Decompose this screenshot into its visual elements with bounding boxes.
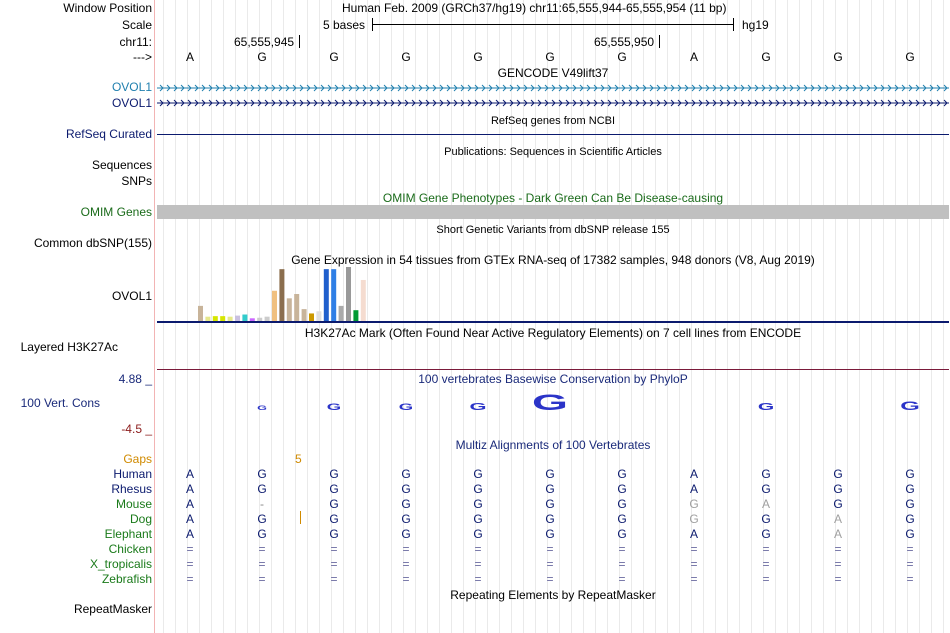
- coord-label-1: 65,555,945: [234, 35, 295, 49]
- alignment-base: =: [258, 572, 266, 586]
- alignment-base: A: [761, 497, 770, 511]
- label-layered-h3k27ac[interactable]: Layered H3K27Ac: [20, 340, 118, 354]
- alignment-base: =: [330, 572, 338, 586]
- alignment-base: G: [401, 482, 411, 496]
- gtex-bar[interactable]: [309, 313, 314, 321]
- scale-text: 5 bases: [323, 18, 366, 32]
- gtex-title[interactable]: Gene Expression in 54 tissues from GTEx RNA-seq of 17382 samples, 948 donors (V8, Aug 2019): [291, 253, 815, 267]
- alignment-base: G: [617, 497, 627, 511]
- label-common-dbsnp[interactable]: Common dbSNP(155): [33, 236, 152, 250]
- phylop-title[interactable]: 100 vertebrates Basewise Conservation by PhyloP: [418, 372, 688, 386]
- gtex-bar[interactable]: [361, 280, 366, 321]
- alignment-base: G: [833, 467, 843, 481]
- alignment-base: G: [257, 512, 267, 526]
- label-gaps: Gaps: [123, 452, 152, 466]
- species-label[interactable]: Dog: [129, 512, 152, 526]
- label-strand-arrow: --->: [133, 50, 152, 64]
- label-gtex-ovol1[interactable]: OVOL1: [111, 289, 152, 303]
- alignment-base: G: [545, 482, 555, 496]
- alignment-base: A: [689, 527, 698, 541]
- alignment-base: =: [906, 542, 914, 556]
- alignment-base: G: [689, 512, 699, 526]
- alignment-base: =: [474, 557, 482, 571]
- phylop-glyph: G: [757, 401, 775, 413]
- alignment-base: G: [833, 482, 843, 496]
- label-ovol1-gencode-1[interactable]: OVOL1: [111, 80, 152, 94]
- alignment-base: G: [761, 512, 771, 526]
- gtex-bar[interactable]: [198, 306, 203, 321]
- alignment-base: G: [689, 497, 699, 511]
- alignment-base: G: [329, 512, 339, 526]
- phylop-glyph: G: [326, 402, 342, 413]
- gtex-bar[interactable]: [302, 309, 307, 321]
- phylop-logo[interactable]: [157, 388, 949, 418]
- alignment-base: =: [690, 557, 698, 571]
- alignment-base: A: [689, 467, 698, 481]
- label-divider: [154, 0, 155, 633]
- base-letter: G: [833, 50, 843, 64]
- species-label[interactable]: Rhesus: [111, 482, 152, 496]
- label-omim-genes[interactable]: OMIM Genes: [80, 205, 152, 219]
- alignment-base: G: [545, 512, 555, 526]
- label-repeatmasker[interactable]: RepeatMasker: [73, 602, 152, 616]
- alignment-base: G: [905, 512, 915, 526]
- label-sequences[interactable]: Sequences: [91, 158, 152, 172]
- alignment-base: G: [545, 497, 555, 511]
- phylop-glyph: G: [398, 402, 414, 413]
- alignment-base: A: [185, 512, 194, 526]
- species-label[interactable]: Zebrafish: [101, 572, 152, 586]
- alignment-base: G: [257, 482, 267, 496]
- alignment-base: =: [258, 542, 266, 556]
- alignment-base: A: [833, 512, 842, 526]
- label-refseq-curated[interactable]: RefSeq Curated: [65, 127, 152, 141]
- gtex-bar[interactable]: [353, 310, 358, 321]
- alignment-base: G: [617, 512, 627, 526]
- gtex-bar[interactable]: [272, 291, 277, 321]
- alignment-base: A: [689, 482, 698, 496]
- alignment-base: =: [906, 572, 914, 586]
- alignment-base: G: [545, 467, 555, 481]
- alignment-base: =: [618, 572, 626, 586]
- alignment-base: -: [260, 497, 264, 511]
- label-100-vert-cons[interactable]: 100 Vert. Cons: [20, 396, 100, 410]
- alignment-base: =: [402, 557, 410, 571]
- coord-label-2: 65,555,950: [594, 35, 655, 49]
- alignment-base: =: [690, 572, 698, 586]
- alignment-base: =: [258, 557, 266, 571]
- scale-bar: [372, 24, 733, 25]
- window-position-text: Human Feb. 2009 (GRCh37/hg19) chr11:65,555,944-65,555,954 (11 bp): [342, 1, 727, 15]
- species-label[interactable]: Human: [113, 467, 152, 481]
- alignment-base: G: [401, 527, 411, 541]
- alignment-base: =: [330, 557, 338, 571]
- refseq-gene-line[interactable]: [157, 134, 949, 135]
- species-label[interactable]: Elephant: [104, 527, 152, 541]
- alignment-base: G: [905, 482, 915, 496]
- alignment-base: G: [401, 497, 411, 511]
- alignment-base: G: [905, 527, 915, 541]
- gap-count: 5: [295, 452, 302, 466]
- gtex-bar[interactable]: [324, 269, 329, 321]
- phylop-glyph: G: [532, 389, 568, 415]
- alignment-base: G: [401, 467, 411, 481]
- alignment-base: G: [545, 527, 555, 541]
- label-window-position: Window Position: [63, 1, 152, 15]
- alignment-base: =: [546, 572, 554, 586]
- species-label[interactable]: X_tropicalis: [89, 557, 152, 571]
- alignment-base: =: [762, 557, 770, 571]
- alignment-base: A: [185, 527, 194, 541]
- base-letter: G: [401, 50, 411, 64]
- alignment-base: =: [402, 572, 410, 586]
- gtex-bar[interactable]: [316, 311, 321, 321]
- alignment-base: =: [186, 572, 194, 586]
- alignment-base: G: [329, 467, 339, 481]
- alignment-base: =: [474, 572, 482, 586]
- alignment-base: =: [330, 542, 338, 556]
- alignment-base: A: [833, 527, 842, 541]
- assembly-label: hg19: [742, 18, 769, 32]
- label-chrom: chr11:: [119, 35, 152, 49]
- h3k27ac-signal-line[interactable]: [157, 369, 949, 370]
- alignment-base: G: [473, 482, 483, 496]
- alignment-base: G: [833, 497, 843, 511]
- alignment-base: =: [834, 557, 842, 571]
- alignment-base: =: [186, 557, 194, 571]
- gencode-title[interactable]: GENCODE V49lift37: [497, 66, 609, 80]
- dbsnp-title[interactable]: Short Genetic Variants from dbSNP release 155: [436, 224, 670, 236]
- base-letter: G: [545, 50, 555, 64]
- alignment-base: =: [834, 572, 842, 586]
- alignment-base: =: [474, 542, 482, 556]
- phylop-glyph: G: [257, 405, 267, 412]
- repeatmasker-title[interactable]: Repeating Elements by RepeatMasker: [450, 588, 656, 602]
- species-label[interactable]: Mouse: [115, 497, 152, 511]
- alignment-base: G: [401, 512, 411, 526]
- base-letter: G: [257, 50, 267, 64]
- alignment-base: G: [473, 512, 483, 526]
- scale-bar-right-tick: [733, 18, 734, 31]
- species-label[interactable]: Chicken: [108, 542, 152, 556]
- label-scale: Scale: [121, 18, 152, 32]
- alignment-base: G: [473, 497, 483, 511]
- gtex-bar[interactable]: [346, 267, 351, 321]
- alignment-base: G: [257, 467, 267, 481]
- alignment-base: =: [618, 542, 626, 556]
- gtex-bar-chart[interactable]: [157, 266, 949, 324]
- omim-gene-bar[interactable]: [157, 205, 949, 219]
- alignment-base: =: [906, 557, 914, 571]
- label-cons-min: -4.5 _: [121, 422, 152, 436]
- gtex-bar[interactable]: [339, 306, 344, 321]
- alignment-base: G: [473, 467, 483, 481]
- alignment-base: G: [617, 527, 627, 541]
- gencode-ovol1-transcript-1[interactable]: [157, 82, 949, 94]
- alignment-base: =: [762, 542, 770, 556]
- base-letter: G: [329, 50, 339, 64]
- alignment-base: G: [761, 482, 771, 496]
- alignment-base: G: [761, 527, 771, 541]
- alignment-base: G: [473, 527, 483, 541]
- label-ovol1-gencode-2[interactable]: OVOL1: [111, 96, 152, 110]
- gtex-bar[interactable]: [279, 269, 284, 321]
- alignment-base: A: [185, 467, 194, 481]
- alignment-base: G: [329, 482, 339, 496]
- alignment-base: G: [905, 467, 915, 481]
- alignment-base: =: [546, 557, 554, 571]
- label-snps[interactable]: SNPs: [121, 174, 152, 188]
- alignment-base: G: [905, 497, 915, 511]
- base-letter: G: [617, 50, 627, 64]
- gtex-bar[interactable]: [294, 294, 299, 321]
- publications-title[interactable]: Publications: Sequences in Scientific Articles: [444, 146, 662, 158]
- alignment-base: =: [618, 557, 626, 571]
- alignment-base: A: [185, 497, 194, 511]
- base-letter: G: [905, 50, 915, 64]
- gencode-ovol1-transcript-2[interactable]: [157, 97, 949, 109]
- alignment-base: G: [761, 467, 771, 481]
- alignment-base: =: [690, 542, 698, 556]
- gtex-bar[interactable]: [331, 269, 336, 321]
- base-letter: G: [473, 50, 483, 64]
- coord-tick-2: [659, 35, 660, 48]
- alignment-base: G: [329, 497, 339, 511]
- refseq-title[interactable]: RefSeq genes from NCBI: [490, 115, 616, 127]
- base-letter: A: [689, 50, 698, 64]
- base-letter: G: [761, 50, 771, 64]
- alignment-base: =: [834, 542, 842, 556]
- omim-title[interactable]: OMIM Gene Phenotypes - Dark Green Can Be Disease-causing: [382, 191, 724, 205]
- gtex-bar[interactable]: [287, 298, 292, 321]
- alignment-base: G: [329, 527, 339, 541]
- alignment-base: =: [762, 572, 770, 586]
- h3k27ac-title[interactable]: H3K27Ac Mark (Often Found Near Active Regulatory Elements) on 7 cell lines from ENCODE: [304, 326, 802, 340]
- gtex-baseline: [157, 321, 949, 323]
- alignment-base: G: [257, 527, 267, 541]
- alignment-base: =: [546, 542, 554, 556]
- alignment-base: A: [185, 482, 194, 496]
- alignment-base: =: [402, 542, 410, 556]
- alignment-base: G: [617, 482, 627, 496]
- base-letter: A: [185, 50, 194, 64]
- coord-tick-1: [299, 35, 300, 48]
- phylop-glyph: G: [469, 400, 487, 413]
- label-cons-max: 4.88 _: [118, 372, 152, 386]
- alignment-base: G: [617, 467, 627, 481]
- multiz-title[interactable]: Multiz Alignments of 100 Vertebrates: [455, 438, 651, 452]
- dog-insertion-marker: [300, 511, 301, 524]
- phylop-glyph: G: [900, 399, 920, 414]
- alignment-base: =: [186, 542, 194, 556]
